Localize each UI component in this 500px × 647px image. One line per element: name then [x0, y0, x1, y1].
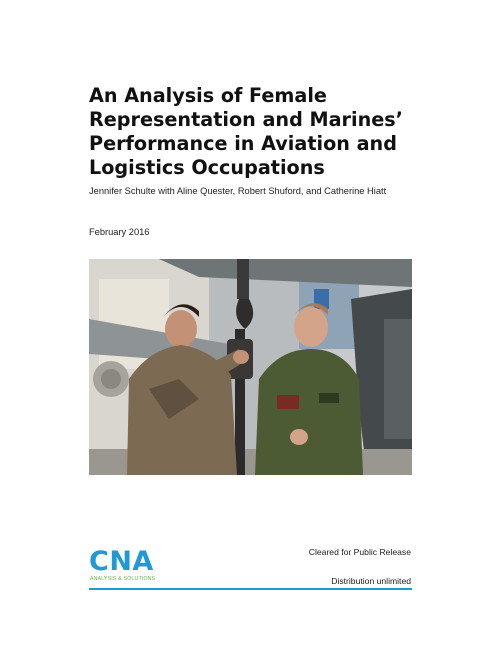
- footer-divider: [89, 588, 412, 590]
- cover-photo: [89, 259, 412, 475]
- publication-date: February 2016: [89, 227, 150, 237]
- logo-tagline: ANALYSIS & SOLUTIONS: [90, 576, 156, 582]
- author-list: Jennifer Schulte with Aline Quester, Robert Shuford, and Catherine Hiatt: [89, 186, 387, 196]
- hangar-scene-image: [89, 259, 412, 475]
- logo-wordmark: CNA: [89, 546, 154, 577]
- title-line: Representation and Marines’: [89, 108, 403, 131]
- title-line: Logistics Occupations: [89, 156, 325, 179]
- report-title: [89, 84, 429, 180]
- release-statement: Cleared for Public Release: [308, 547, 411, 557]
- distribution-statement: Distribution unlimited: [331, 576, 411, 586]
- title-line: An Analysis of Female: [89, 84, 327, 107]
- cna-logo: [89, 548, 169, 588]
- title-line: Performance in Aviation and: [89, 132, 397, 155]
